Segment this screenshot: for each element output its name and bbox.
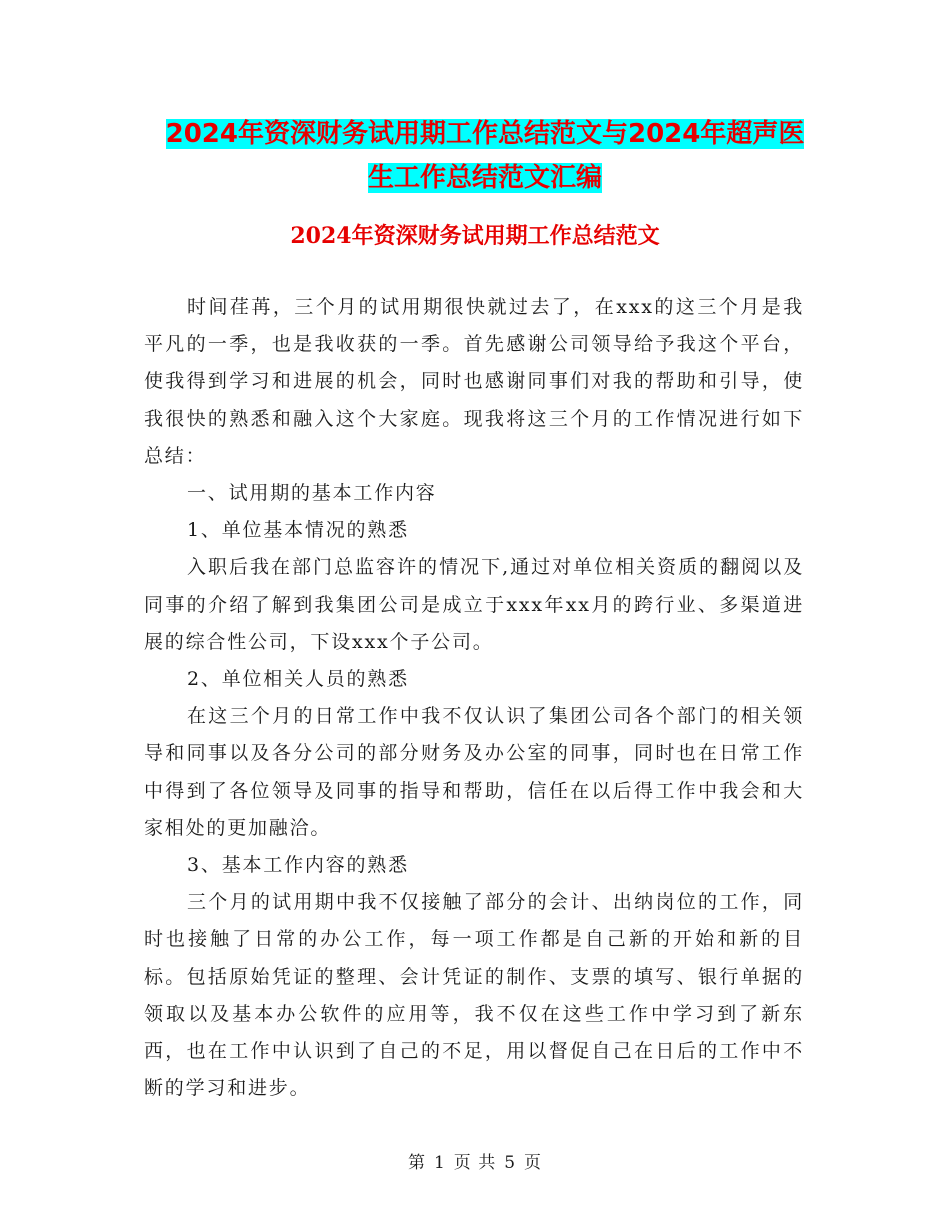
subheading-company-info: 1、单位基本情况的熟悉 — [187, 519, 409, 542]
page-footer — [0, 1148, 950, 1173]
section-title: 2024年资深财务试用期工作总结范文 — [290, 223, 660, 249]
footer-total-pages: 5 — [504, 1153, 517, 1173]
footer-prefix: 第 — [407, 1153, 426, 1173]
footer-middle: 页 共 — [453, 1153, 497, 1173]
title-line-1: 2024年资深财务试用期工作总结范文与2024年超声医 — [165, 119, 805, 149]
footer-page-number: 1 — [433, 1153, 446, 1173]
heading-basic-work: 一、试用期的基本工作内容 — [187, 482, 437, 505]
paragraph-staff: 在这三个月的日常工作中我不仅认识了集团公司各个部门的相关领导和同事以及各分公司的部分财务及办公室的同事，同时也在日常工作中得到了各位领导及同事的指导和帮助，信任在以后得工作中我会和大家相处的更加融洽。 — [144, 705, 804, 839]
paragraph-intro: 时间荏苒，三个月的试用期很快就过去了，在xxx的这三个月是我平凡的一季，也是我收获的一季。首先感谢公司领导给予我这个平台，使我得到学习和进展的机会，同时也感谢同事们对我的帮助和引导，使我很快的熟悉和融入这个大家庭。现我将这三个月的工作情况进行如下总结： — [144, 296, 804, 467]
subheading-staff: 2、单位相关人员的熟悉 — [187, 668, 409, 691]
document-title — [140, 112, 830, 200]
subheading-work-content: 3、基本工作内容的熟悉 — [187, 854, 409, 877]
document-body — [144, 289, 804, 1107]
title-line-2: 生工作总结范文汇编 — [367, 163, 602, 193]
paragraph-company-info: 入职后我在部门总监容许的情况下,通过对单位相关资质的翻阅以及同事的介绍了解到我集团公司是成立于xxx年xx月的跨行业、多渠道进展的综合性公司，下设xxx个子公司。 — [144, 556, 804, 653]
footer-suffix: 页 — [524, 1153, 543, 1173]
paragraph-work-content: 三个月的试用期中我不仅接触了部分的会计、出纳岗位的工作，同时也接触了日常的办公工作，每一项工作都是自己新的开始和新的目标。包括原始凭证的整理、会计凭证的制作、支票的填写、银行单据的领取以及基本办公软件的应用等，我不仅在这些工作中学习到了新东西，也在工作中认识到了自己的不足，用以督促自己在日后的工作中不断的学习和进步。 — [144, 891, 804, 1100]
